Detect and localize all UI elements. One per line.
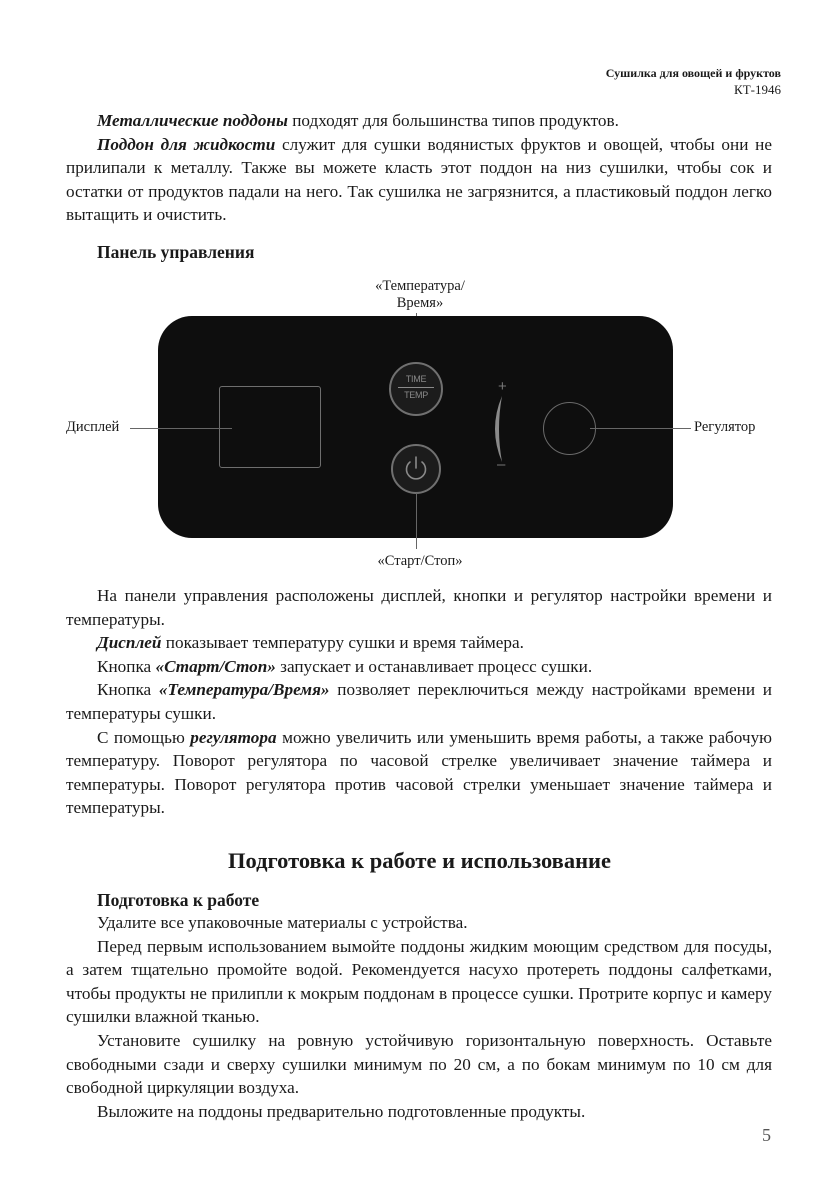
- prep-paragraph-3: Установите сушилку на ровную устойчивую горизонтальную поверхность. Оставьте свободными сзади и сверху сушилки минимум по 20 см, а по бокам минимум по 10 см для свободной циркуляции воздуха.: [66, 1030, 772, 1098]
- label-display: Дисплей: [66, 419, 120, 435]
- panel-paragraph-5-text: можно увеличить или уменьшить время работы, а также рабочую температуру. Поворот регулятора по часовой стрелке увеличивает значение таймера и температуры. Поворот регулятора против часовой стрелки уменьшает значение таймера и температуры.: [66, 727, 772, 818]
- term-display: Дисплей: [97, 633, 162, 653]
- prep-block: [66, 911, 772, 1123]
- prep-paragraph-4: Выложите на поддоны предварительно подготовленные продукты.: [97, 1101, 586, 1121]
- plus-sign: +: [498, 378, 507, 395]
- panel-paragraph-4-text: позволяет переключиться между настройками времени и температуры сушки.: [66, 680, 772, 723]
- callout-line-regulator: [590, 428, 691, 429]
- power-icon: [393, 446, 439, 492]
- temp-label: TEMP: [404, 390, 428, 400]
- label-temp-time-line-2: Время»: [396, 295, 444, 311]
- header-model: КТ-1946: [734, 82, 781, 97]
- panel-paragraph-5-pre: С помощью: [97, 727, 191, 747]
- prep-paragraph-2: Перед первым использованием вымойте поддоны жидким моющим средством для посуды, а затем тщательно промойте водой. Рекомендуется насухо протереть поддоны салфетками, чтобы продукты не прилипли к мокрым поддонам в процессе сушки. Протрите корпус и камеру сушилки влажной тканью.: [66, 936, 772, 1027]
- label-temp-time: [330, 278, 510, 312]
- term-regulator: регулятора: [190, 727, 277, 747]
- panel-paragraph-5: [66, 726, 772, 820]
- start-stop-button: [391, 444, 441, 494]
- prep-paragraph-1: Удалите все упаковочные материалы с устройства.: [97, 913, 468, 932]
- panel-paragraph-3-text: запускает и останавливает процесс сушки.: [275, 656, 593, 676]
- callout-line-display: [130, 428, 232, 429]
- panel-paragraph-1: На панели управления расположены дисплей, кнопки и регулятор настройки времени и температуры.: [66, 586, 772, 629]
- minus-sign: –: [497, 456, 506, 473]
- section-title: Подготовка к работе и использование: [227, 848, 611, 873]
- panel-paragraph-2: [66, 631, 772, 655]
- label-regulator: Регулятор: [694, 419, 756, 435]
- term-start-stop: «Старт/Стоп»: [155, 656, 276, 676]
- panel-paragraph-4-pre: Кнопка: [97, 680, 159, 700]
- intro-block: [66, 109, 772, 227]
- time-label: TIME: [405, 374, 427, 384]
- term-temp-time: «Температура/Время»: [158, 680, 330, 700]
- regulator-knob: [543, 402, 596, 455]
- intro-paragraph-2-text: служит для сушки водянистых фруктов и овощей, чтобы они не прилипали к металлу. Также вы можете класть этот поддон на низ сушилки, чтобы сок и остатки от продуктов падали на него. Так сушилка не загрязнится, а пластиковый поддон легко вытащить и очистить.: [66, 134, 772, 225]
- panel-heading: Панель управления: [97, 242, 255, 262]
- panel-paragraph-3-pre: Кнопка: [97, 656, 156, 676]
- page-number: 5: [762, 1125, 771, 1145]
- prep-subheading: Подготовка к работе: [97, 890, 260, 910]
- header-title: Сушилка для овощей и фруктов: [605, 66, 781, 80]
- time-temp-divider: [398, 387, 434, 388]
- panel-paragraph-4: [66, 678, 772, 725]
- term-metal-trays: Металлические поддоны: [97, 111, 288, 130]
- callout-line-start-stop: [416, 493, 417, 549]
- intro-paragraph-1: [66, 109, 772, 133]
- intro-paragraph-1-text: подходят для большинства типов продуктов.: [287, 111, 619, 130]
- adjust-arc-icon: [484, 392, 514, 466]
- label-temp-time-line-1: «Температура/: [375, 278, 465, 294]
- display-window: [219, 386, 321, 468]
- label-start-stop: «Старт/Стоп»: [377, 553, 463, 569]
- intro-paragraph-2: [66, 133, 772, 227]
- term-liquid-tray: Поддон для жидкости: [97, 134, 276, 154]
- panel-description: [66, 584, 772, 820]
- panel-paragraph-2-text: показывает температуру сушки и время таймера.: [161, 633, 524, 653]
- panel-paragraph-3: [66, 655, 772, 679]
- temp-time-button: [389, 362, 443, 416]
